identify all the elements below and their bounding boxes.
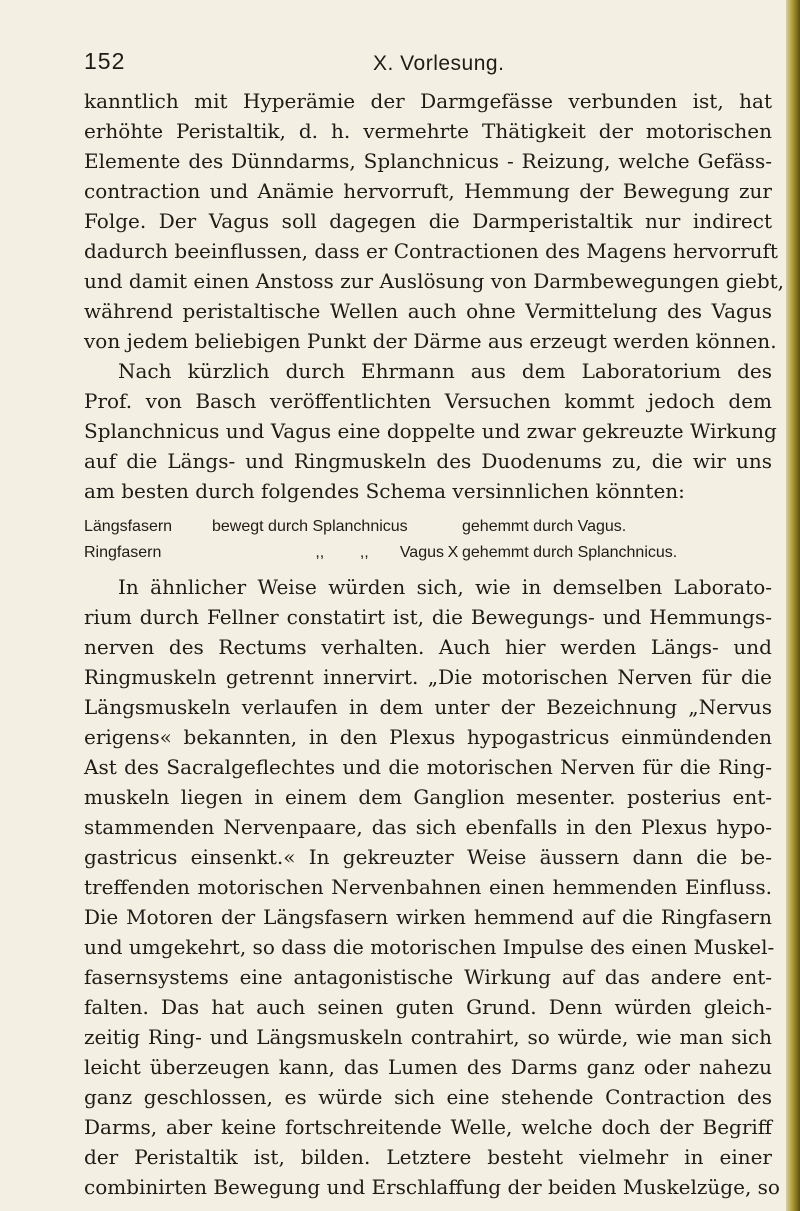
text-line: und umgekehrt, so dass die motorischen Impulse des einen Muskel- [84,935,775,959]
text-line: Längsmuskeln verlaufen in dem unter der Bezeichnung „Nervus [84,695,772,719]
text-line: Splanchnicus und Vagus eine doppelte und zwar gekreuzte Wirkung [84,419,777,443]
text-line: kanntlich mit Hyperämie der Darmgefässe verbunden ist, hat [84,89,772,113]
schema-inhibition: gehemmt durch Vagus. [462,518,627,535]
text-line: dadurch beeinflussen, dass er Contractionen des Magens hervorruft [84,239,778,263]
schema-excitation: bewegt durch Splanchnicus [212,518,408,535]
text-line: erigens« bekannten, in den Plexus hypogastricus einmündenden [84,725,772,749]
schema-fiber-label: Längsfasern [84,518,173,535]
text-line: und damit einen Anstoss zur Auslösung von Darmbewegungen giebt, [84,269,785,293]
text-line: am besten durch folgendes Schema versinnlichen könnten: [84,479,685,503]
schema-excitation: ,, ,, Vagus [315,544,444,561]
schema-inhibition: gehemmt durch Splanchnicus. [462,544,678,561]
text-line: Darms, aber keine fortschreitende Welle, welche doch der Begriff [84,1115,772,1139]
text-line: muskeln liegen in einem dem Ganglion mesenter. posterius ent- [84,785,772,809]
text-line: leicht überzeugen kann, das Lumen des Darms ganz oder nahezu [84,1055,772,1079]
schema-row-circular [84,540,772,566]
page-header [0,48,800,88]
page-number: 152 [84,48,126,74]
text-line: Ringmuskeln getrennt innervirt. „Die motorischen Nerven für die [84,665,772,689]
text-line: contraction und Anämie hervorruft, Hemmung der Bewegung zur [84,179,772,203]
page-edge-binding [786,0,800,1211]
text-line: nerven des Rectums verhalten. Auch hier werden Längs- und [84,635,772,659]
text-line: rium durch Fellner constatirt ist, die Bewegungs- und Hemmungs- [84,605,772,629]
text-line: Elemente des Dünndarms, Splanchnicus - Reizung, welche Gefäss- [84,149,772,173]
innervation-schema [84,514,772,566]
text-line: In ähnlicher Weise würden sich, wie in demselben Laborato- [118,575,772,599]
text-line: treffenden motorischen Nervenbahnen einen hemmenden Einfluss. [84,875,772,899]
text-line: Nach kürzlich durch Ehrmann aus dem Laboratorium des [118,359,772,383]
text-line: Die Motoren der Längsfasern wirken hemmend auf die Ringfasern [84,905,772,929]
text-line: stammenden Nervenpaare, das sich ebenfalls in den Plexus hypo- [84,815,772,839]
text-line: Prof. von Basch veröffentlichten Versuchen kommt jedoch dem [84,389,772,413]
text-line: falten. Das hat auch seinen guten Grund. Denn würden gleich- [84,995,772,1019]
text-line: fasernsystems eine antagonistische Wirkung auf das andere ent- [84,965,772,989]
text-line: auf die Längs- und Ringmuskeln des Duodenums zu, die wir uns [84,449,772,473]
schema-cross-symbol: X [447,544,459,561]
text-line: Ast des Sacralgeflechtes und die motorischen Nerven für die Ring- [84,755,772,779]
text-line: ganz geschlossen, es würde sich eine stehende Contraction des [84,1085,772,1109]
body-text [84,86,785,1202]
text-line: zeitig Ring- und Längsmuskeln contrahirt, so würde, wie man sich [84,1025,772,1049]
text-line: von jedem beliebigen Punkt der Därme aus erzeugt werden können. [84,329,777,353]
text-line: erhöhte Peristaltik, d. h. vermehrte Thätigkeit der motorischen [84,119,772,143]
running-head: X. Vorlesung. [373,52,505,75]
text-line: während peristaltische Wellen auch ohne Vermittelung des Vagus [84,299,772,323]
schema-fiber-label: Ringfasern [84,544,162,561]
text-line: gastricus einsenkt.« In gekreuzter Weise äussern dann die be- [84,845,772,869]
text-line: Folge. Der Vagus soll dagegen die Darmperistaltik nur indirect [84,209,772,233]
schema-row-longitudinal [84,514,772,540]
text-line: combinirten Bewegung und Erschlaffung der beiden Muskelzüge, so [84,1175,780,1199]
text-line: der Peristaltik ist, bilden. Letztere besteht vielmehr in einer [84,1145,772,1169]
